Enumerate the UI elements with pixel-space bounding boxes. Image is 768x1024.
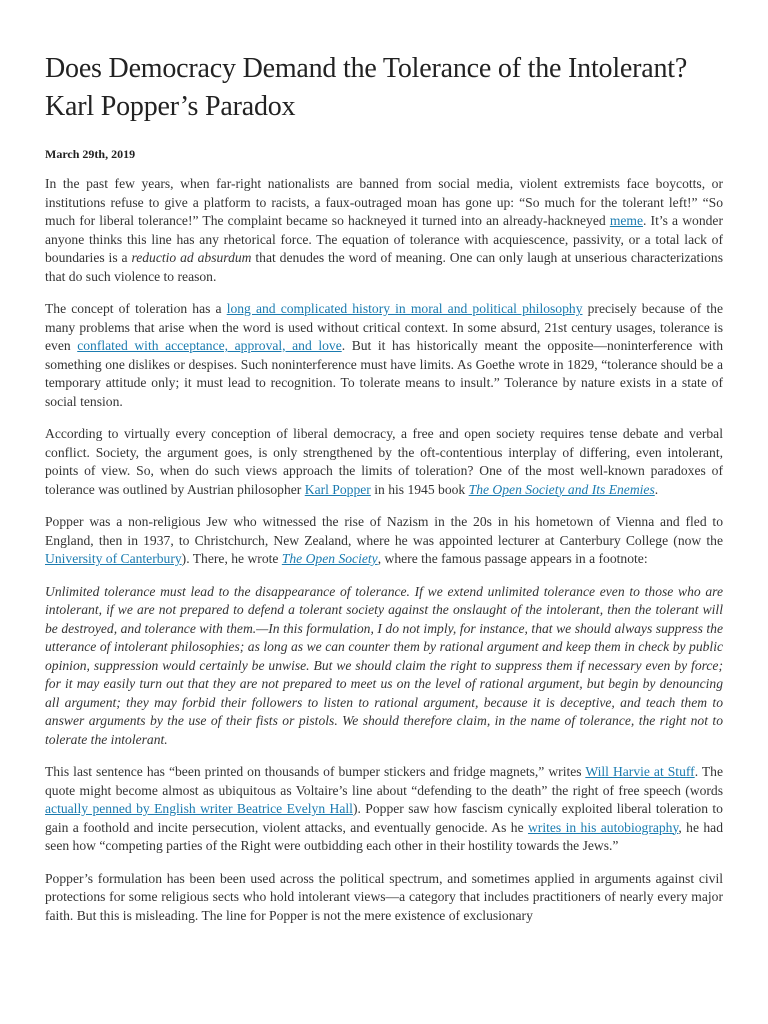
emphasis-reductio: reductio ad absurdum: [131, 250, 252, 265]
open-society-enemies-link[interactable]: The Open Society and Its Enemies: [468, 481, 655, 497]
paragraph-2: [45, 300, 723, 411]
article: [45, 50, 723, 925]
open-society-link[interactable]: The Open Society: [281, 551, 378, 566]
text-run: precisely because of the many problems that arise when the word is used without critical context. In some absurd, 21st century usages, tolerance is even: [45, 301, 723, 353]
text-run: . It’s a wonder anyone thinks this line has any rhetorical force. The equation of tolerance with acquiescence, passivity, or a total lack of boundaries is a: [45, 213, 723, 265]
popper-quote: Unlimited tolerance must lead to the disappearance of tolerance. If we extend unlimited tolerance even to those who are intolerant, if we are not prepared to defend a tolerant society against the onslaught of the intolerant, then the tolerant will be destroyed, and tolerance with them.—In this formulation, I do not imply, for instance, that we should always suppress the utterance of intolerant philosophies; as long as we can counter them by rational argument and keep them in check by public opinion, suppression would certainly be unwise. But we should claim the right to suppress them if necessary even by force; for it may easily turn out that they are not prepared to meet us on the level of rational argument, but begin by denouncing all argument; they may forbid their followers to listen to rational argument, because it is deceptive, and teach them to answer arguments by the use of their fists or pistols. We should therefore claim, in the name of tolerance, the right not to tolerate the intolerant.: [45, 583, 723, 747]
will-harvie-link[interactable]: Will Harvie at Stuff: [585, 764, 695, 779]
article-date: March 29th, 2019: [45, 147, 136, 161]
text-run: ). There, he wrote: [181, 551, 282, 566]
text-run: , he had seen how “competing parties of the Right were outbidding each other in their hostility towards the Jews.”: [45, 819, 724, 853]
toleration-history-link[interactable]: long and complicated history in moral and political philosophy: [226, 301, 583, 316]
text-run: Popper was a non-religious Jew who witnessed the rise of Nazism in the 20s in his hometown of Vienna and fled to England, then in 1937, to Christchurch, New Zealand, where he was appointed lecturer at Canterbury College (now the: [45, 514, 723, 548]
text-run: that denudes the word of meaning. One can only laugh at unserious characterizations that do such violence to reason.: [45, 250, 723, 284]
article-title: Does Democracy Demand the Tolerance of the Intolerant? Karl Popper’s Paradox: [45, 53, 688, 122]
meme-link[interactable]: meme: [609, 213, 644, 228]
text-run: . But it has historically meant the opposite—noninterference with something one dislikes or despises. Such noninterference must have limits. As Goethe wrote in 1829, “tolerance should be a temporary attitude only; it must lead to recognition. To tolerate means to insult.” Tolerance by nature exists in a state of social tension.: [45, 338, 723, 409]
text-run: in his 1945 book: [370, 481, 469, 497]
conflated-tolerance-link[interactable]: conflated with acceptance, approval, and love: [77, 338, 342, 353]
text-run: .: [654, 481, 659, 497]
paragraph-3: [45, 425, 723, 499]
text-run: ). Popper saw how fascism cynically exploited liberal toleration to gain a foothold and incite persecution, violent attacks, and eventually genocide. As he: [45, 801, 723, 835]
paragraph-6: [45, 870, 723, 926]
text-run: . The quote might become almost as ubiquitous as Voltaire’s line about “defending to the death” the right of free speech (words: [45, 764, 723, 798]
paragraph-1: [45, 175, 723, 286]
paragraph-4: [45, 513, 723, 569]
text-run: , where the famous passage appears in a footnote:: [377, 551, 648, 566]
paragraph-5: [45, 763, 723, 856]
karl-popper-link[interactable]: Karl Popper: [304, 481, 371, 497]
text-run: Popper’s formulation has been been used across the political spectrum, and sometimes applied in arguments against civil protections for some religious sects who hold intolerant views—a category that includes practitioners of nearly every major faith. But this is misleading. The line for Popper is not the mere existence of exclusionary: [45, 870, 723, 923]
text-run: This last sentence has “been printed on thousands of bumper stickers and fridge magnets,” writes: [45, 764, 586, 779]
text-run: According to virtually every conception of liberal democracy, a free and open society requires tense debate and verbal conflict. Society, the argument goes, is only strengthened by the oft-contentious interplay of differing, even intolerant, points of view. So, when do such views approach the limits of toleration? One of the most well-known paradoxes of tolerance was outlined by Austrian philosopher: [45, 426, 723, 497]
beatrice-hall-link[interactable]: actually penned by English writer Beatrice Evelyn Hall: [45, 801, 353, 816]
university-canterbury-link[interactable]: University of Canterbury: [45, 551, 182, 566]
text-run: In the past few years, when far-right nationalists are banned from social media, violent extremists face boycotts, or institutions refuse to give a platform to racists, a faux-outraged moan has gone up: “So much for the tolerant left!” “So much for liberal tolerance!” The complaint became so hackneyed it turned into an already-hackneyed: [45, 176, 723, 228]
text-run: The concept of toleration has a: [45, 301, 227, 316]
autobiography-link[interactable]: writes in his autobiography: [527, 819, 679, 835]
